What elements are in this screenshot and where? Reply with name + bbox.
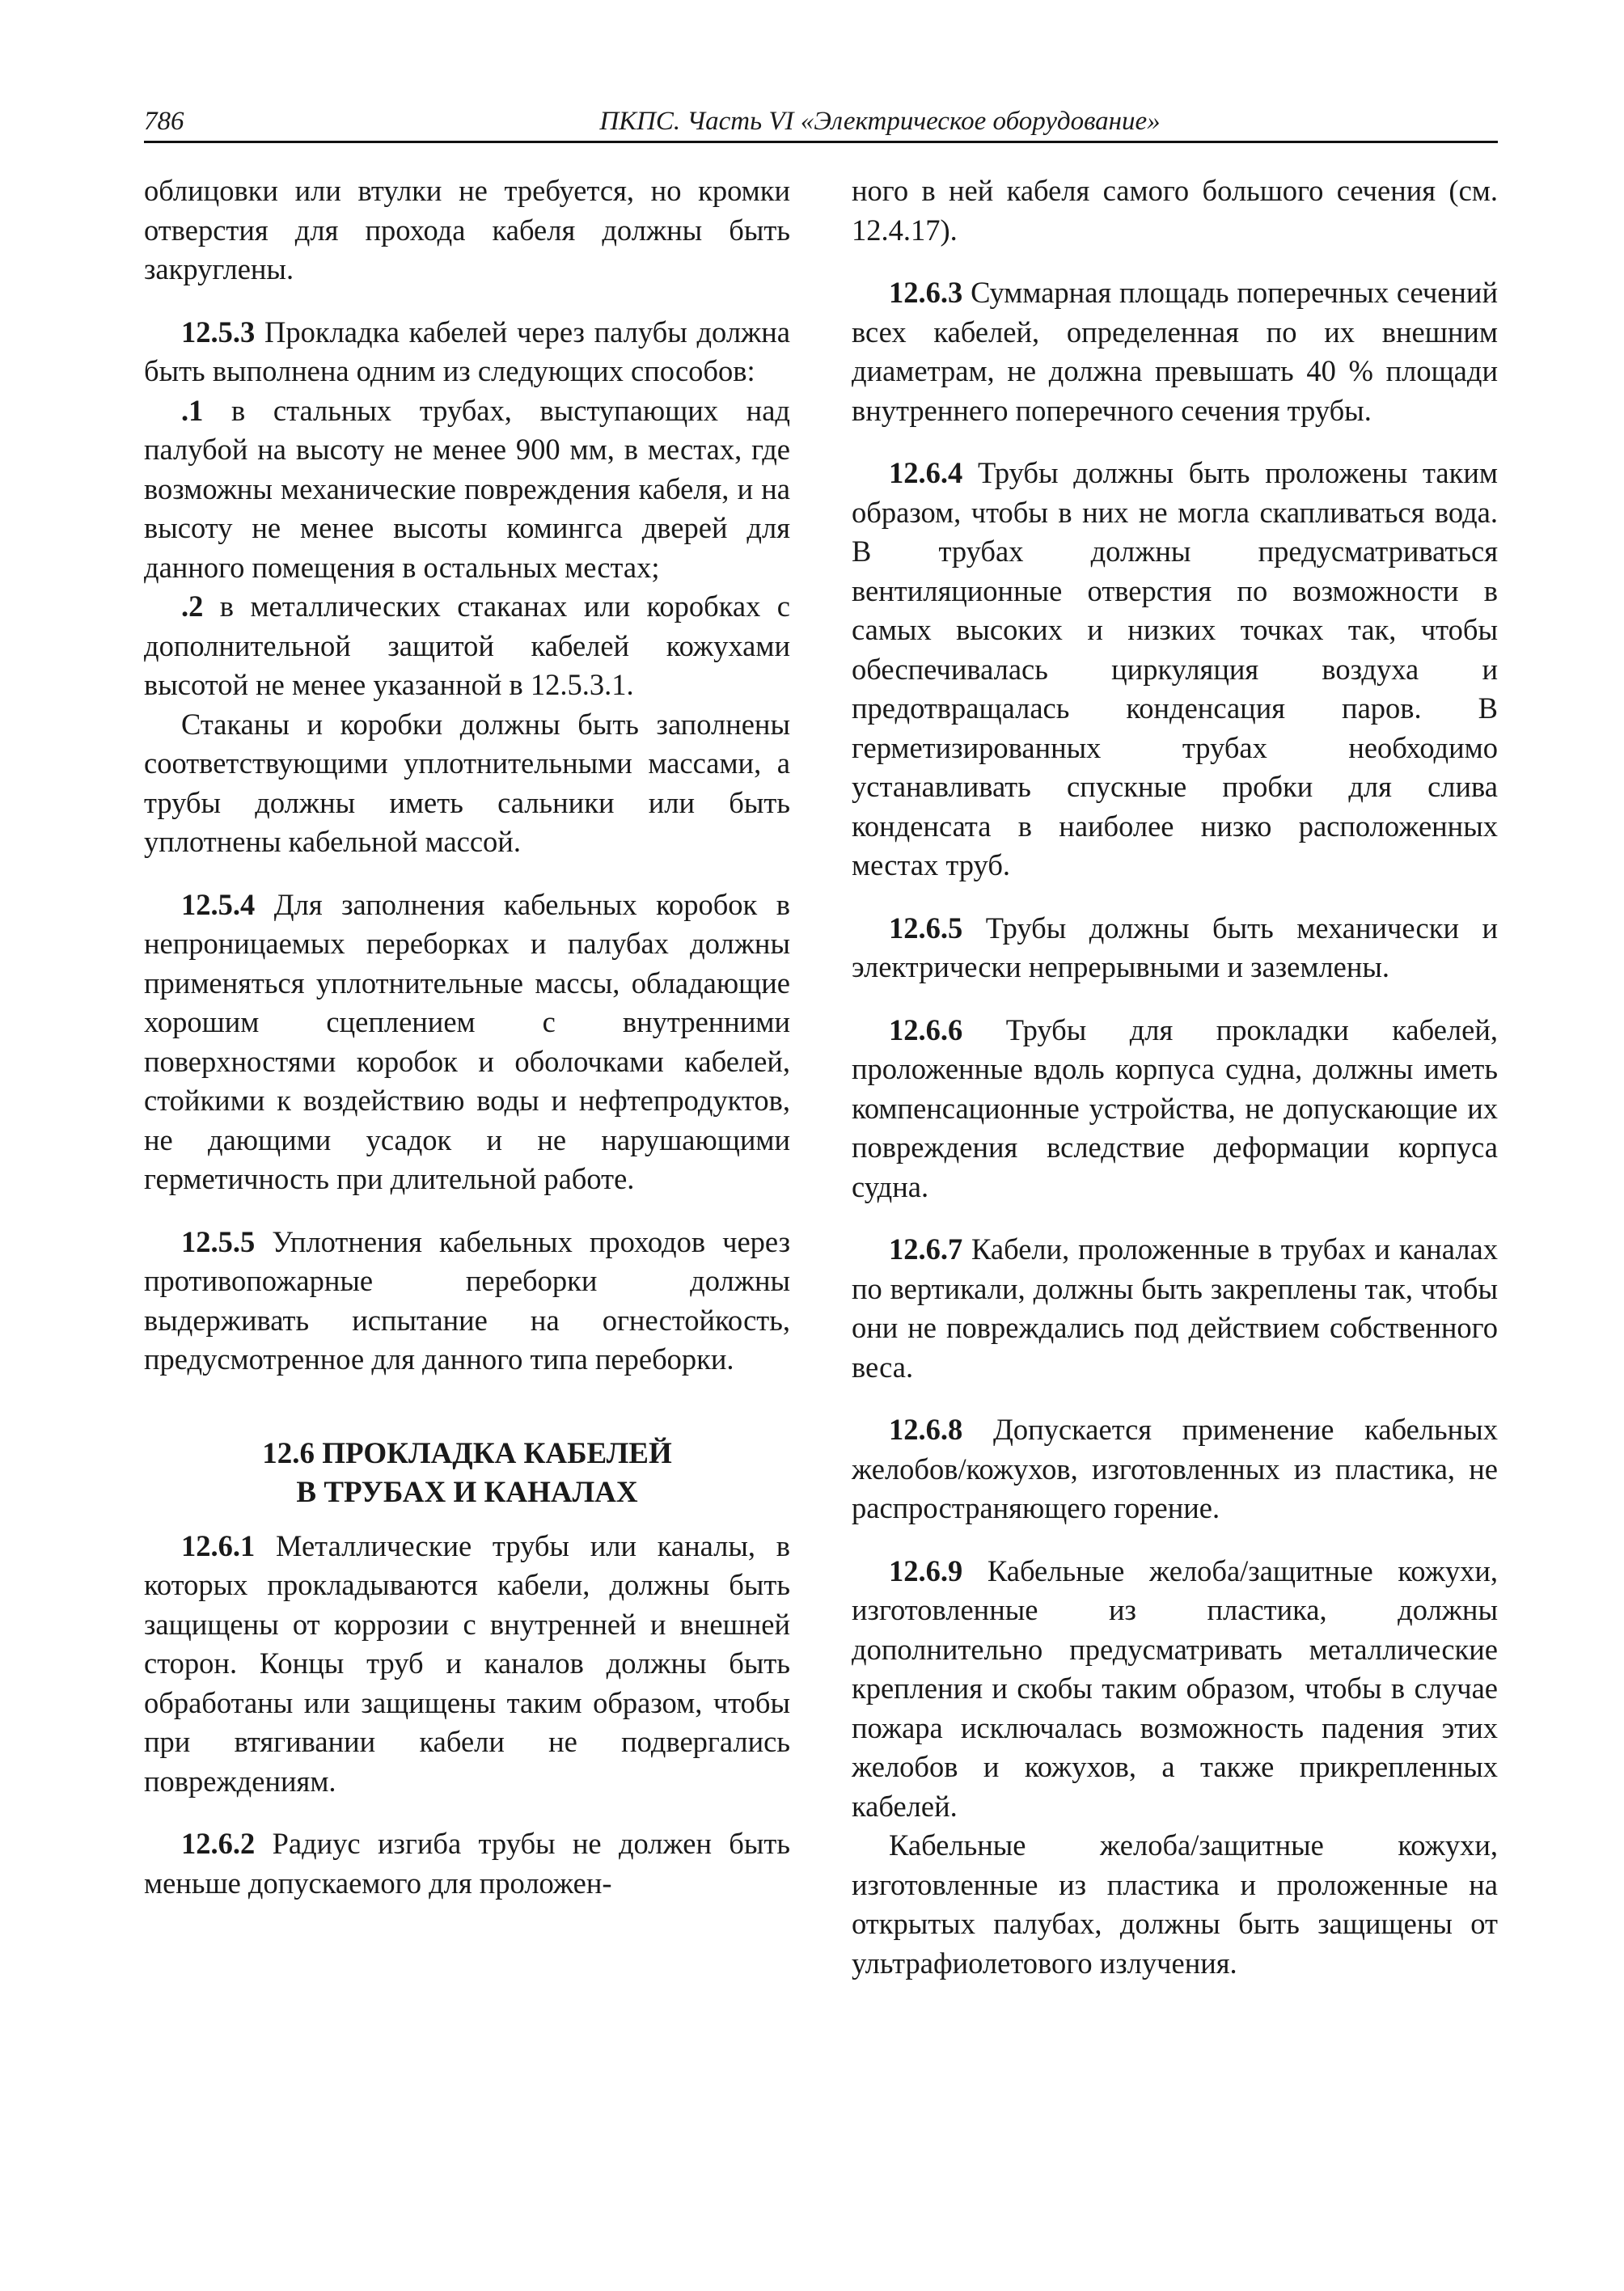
clause-number: 12.5.3: [181, 315, 256, 349]
clause-12-6-3: 12.6.3 Суммарная площадь поперечных сечений всех кабелей, определенная по их внешним диаметрам, не должна превышать 40 % площади внутреннего поперечного сечения трубы.: [852, 276, 1498, 427]
clause-12-6-6: 12.6.6 Трубы для прокладки кабелей, проложенные вдоль корпуса судна, должны иметь компенсационные устройства, не допускающие их повреждения вследствие деформации корпуса судна.: [852, 1012, 1498, 1203]
clause-12-6-5: 12.6.5 Трубы должны быть механически и электрически непрерывными и заземлены.: [852, 911, 1498, 983]
clause-number: 12.6.6: [889, 1012, 963, 1046]
paragraph-continuation: ного в ней кабеля самого большого сечения (см. 12.4.17).: [852, 174, 1498, 247]
paragraph: Стаканы и коробки должны быть заполнены соответствующими уплотнительными массами, а трубы должны иметь сальники или быть уплотнены кабельной массой.: [144, 707, 790, 858]
clause-number: 12.6.9: [889, 1553, 963, 1587]
clause-12-6-1: 12.6.1 Металлические трубы или каналы, в которых прокладываются кабели, должны быть защищены от коррозии с внутренней и внешней сторон. Концы труб и каналов должны быть обработаны или защищены таким образом, чтобы при втягивании кабели не подвергались повреждениям.: [144, 1528, 790, 1798]
list-item-2: .2 в металлических стаканах или коробках с дополнительной защитой кабелей кожухами высотой не менее указанной в 12.5.3.1.: [144, 590, 790, 701]
clause-12-6-7: 12.6.7 Кабели, проложенные в трубах и каналах по вертикали, должны быть закреплены так, чтобы они не повреждались под действием собственного веса.: [852, 1232, 1498, 1384]
clause-number: 12.5.5: [181, 1224, 256, 1258]
clause-12-6-9: 12.6.9 Кабельные желоба/защитные кожухи, изготовленные из пластика, должны дополнительно предусматривать металлические крепления и скобы таким образом, чтобы в случае пожара исключалась возможность падения этих желобов и кожухов, а также прикрепленных кабелей.: [852, 1553, 1498, 1823]
clause-number: 12.6.2: [181, 1827, 256, 1860]
clause-number: 12.6.5: [889, 911, 963, 945]
clause-12-6-8: 12.6.8 Допускается применение кабельных желобов/кожухов, изготовленных из пластика, не распространяющего горение.: [852, 1413, 1498, 1524]
clause-12-5-3: 12.5.3 Прокладка кабелей через палубы должна быть выполнена одним из следующих способов:: [144, 315, 790, 387]
clause-12-5-5: 12.5.5 Уплотнения кабельных проходов через противопожарные переборки должны выдерживать испытание на огнестойкость, предусмотренное для данного типа переборки.: [144, 1224, 790, 1376]
running-header: [144, 104, 1498, 143]
clause-12-6-2: 12.6.2 Радиус изгиба трубы не должен быть меньше допускаемого для проложен-: [144, 1827, 790, 1900]
item-number: .1: [181, 393, 204, 427]
item-number: .2: [181, 590, 204, 623]
clause-number: 12.6.3: [889, 276, 963, 309]
list-item-1: .1 в стальных трубах, выступающих над палубой на высоту не менее 900 мм, в местах, где возможны механические повреждения кабеля, и на высоту не менее высоты комингса дверей для данного помещения в остальных местах;: [144, 393, 790, 584]
section-heading: 12.6 ПРОКЛАДКА КАБЕЛЕЙ В ТРУБАХ И КАНАЛАХ: [262, 1436, 672, 1509]
paragraph: Кабельные желоба/защитные кожухи, изготовленные из пластика и проложенные на открытых палубах, должны быть защищены от ультрафиолетового излучения.: [852, 1828, 1498, 1980]
clause-number: 12.6.7: [889, 1232, 963, 1266]
paragraph-continuation: облицовки или втулки не требуется, но кромки отверстия для прохода кабеля должны быть закруглены.: [144, 174, 790, 285]
clause-number: 12.5.4: [181, 887, 256, 921]
page-number: 786: [144, 107, 184, 136]
clause-12-6-4: 12.6.4 Трубы должны быть проложены таким образом, чтобы в них не могла скапливаться вода. В трубах должны предусматриваться вентиляционные отверстия по возможности в самых высоких и низких точках так, чтобы обеспечивалась циркуляция воздуха и предотвращалась конденсация паров. В герметизированных трубах необходимо устанавливать спускные пробки для слива конденсата в наиболее низко расположенных местах труб.: [852, 456, 1498, 881]
clause-number: 12.6.1: [181, 1528, 256, 1562]
clause-12-5-4: 12.5.4 Для заполнения кабельных коробок в непроницаемых переборках и палубах должны применяться уплотнительные массы, обладающие хорошим сцеплением с внутренними поверхностями коробок и оболочками кабелей, стойкими к воздействию воды и нефтепродуктов, не дающими усадок и не нарушающими герметичность при длительной работе.: [144, 887, 790, 1195]
clause-number: 12.6.4: [889, 456, 963, 489]
left-column: [144, 171, 790, 1903]
clause-number: 12.6.8: [889, 1413, 963, 1446]
running-title: ПКПС. Часть VI «Электрическое оборудование»: [599, 107, 1161, 136]
right-column: [852, 171, 1498, 1983]
